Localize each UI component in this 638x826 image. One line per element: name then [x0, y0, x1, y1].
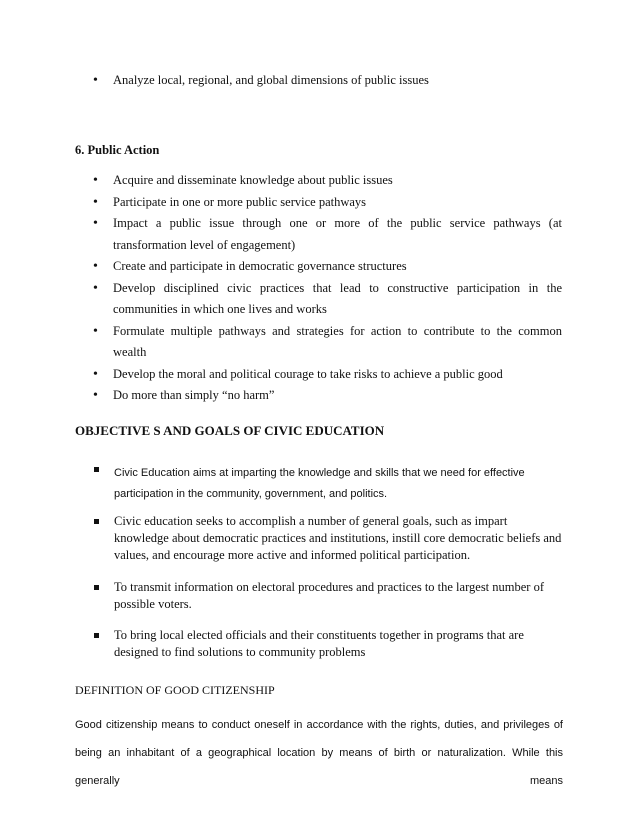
public-action-list [93, 170, 562, 407]
bullet-icon: • [93, 366, 98, 382]
list-item-text: Do more than simply “no harm” [113, 388, 275, 402]
list-item-text: Create and participate in democratic governance structures [113, 259, 407, 273]
square-bullet-icon [94, 585, 99, 590]
list-item-text: Impact a public issue through one or more of the public service pathways (at transformation level of engagement) [113, 216, 562, 252]
list-item-text: To bring local elected officials and their constituents together in programs that are designed to find solutions to community problems [114, 628, 524, 659]
definition-heading: DEFINITION OF GOOD CITIZENSHIP [75, 683, 275, 697]
definition-paragraph: Good citizenship means to conduct oneself in accordance with the rights, duties, and privileges of being an inhabitant of a geographical location by means of birth or naturalization. While this generally means [75, 719, 563, 787]
square-bullet-icon [94, 519, 99, 524]
top-bullet-list [93, 73, 563, 88]
bullet-icon: • [93, 73, 98, 88]
list-item-text: Civic education seeks to accomplish a number of general goals, such as impart knowledge about democratic practices and institutions, instill core democratic beliefs and values, and encourage more active and informed political participation. [114, 514, 562, 562]
section-heading: 6. Public Action [75, 143, 160, 157]
bullet-icon: • [93, 323, 98, 339]
list-item [93, 364, 562, 386]
bullet-icon: • [93, 173, 98, 188]
list-item-text: To transmit information on electoral procedures and practices to the largest number of possible voters. [114, 580, 544, 611]
list-item [114, 463, 564, 505]
square-bullet-icon [94, 467, 99, 472]
list-item [114, 627, 564, 661]
list-item [93, 278, 562, 321]
list-item [93, 256, 562, 278]
bullet-icon: • [93, 388, 98, 403]
list-item-text: Develop disciplined civic practices that lead to constructive participation in the communities in which one lives and works [113, 280, 562, 316]
list-item [93, 192, 562, 214]
bullet-icon: • [93, 216, 98, 231]
list-item [93, 213, 562, 256]
bullet-icon: • [93, 259, 98, 274]
list-item-text: Civic Education aims at imparting the knowledge and skills that we need for effective participation in the community, government, and politics. [114, 467, 525, 500]
list-item-text: Acquire and disseminate knowledge about public issues [113, 173, 393, 187]
bullet-icon: • [93, 194, 98, 210]
bullet-icon: • [93, 280, 98, 296]
list-item [114, 579, 564, 613]
list-item-text: Participate in one or more public service pathways [113, 194, 367, 209]
list-item-text: Analyze local, regional, and global dimensions of public issues [113, 73, 429, 87]
objectives-heading: OBJECTIVE S AND GOALS OF CIVIC EDUCATION [75, 423, 385, 438]
square-bullet-icon [94, 633, 99, 638]
objectives-list [114, 463, 564, 661]
list-item-text: Formulate multiple pathways and strategies for action to contribute to the common wealth [113, 323, 562, 359]
list-item [93, 321, 562, 364]
list-item [93, 170, 562, 192]
list-item [93, 385, 562, 407]
list-item [114, 513, 564, 564]
list-item [93, 73, 563, 88]
list-item-text: Develop the moral and political courage to take risks to achieve a public good [113, 366, 503, 381]
